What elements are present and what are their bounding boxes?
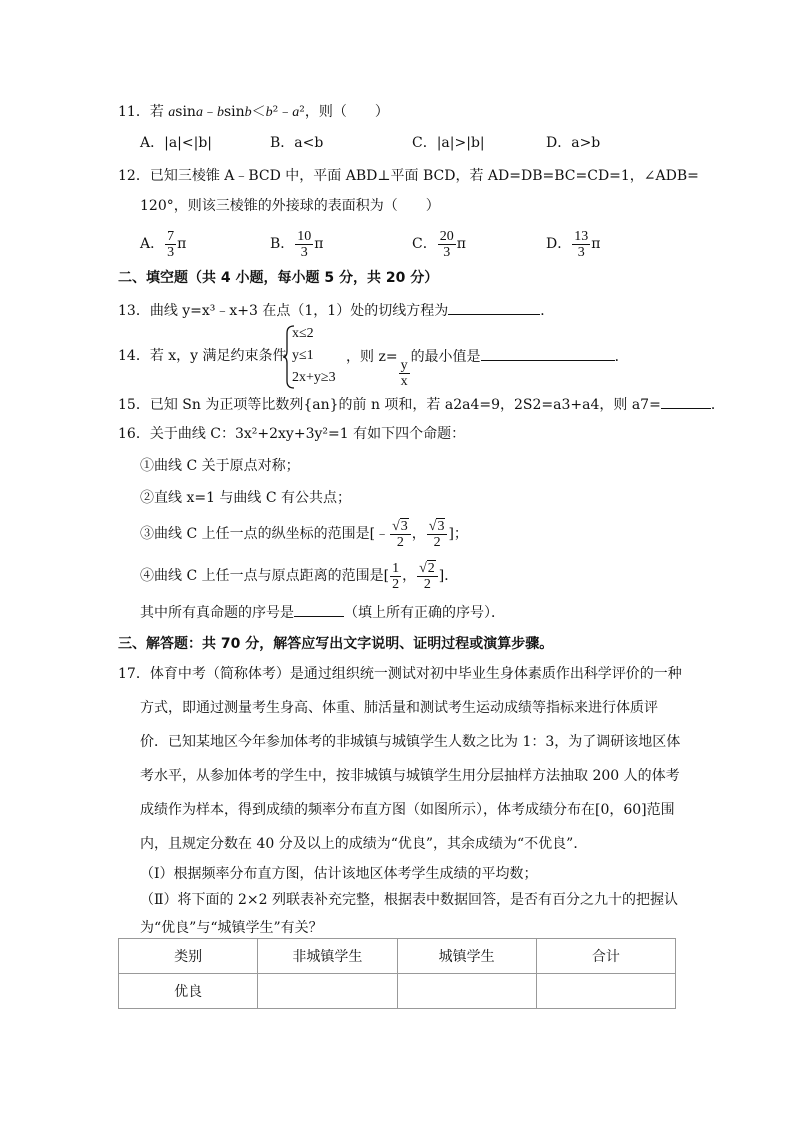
q12-option-d: D． $\frac{13}{3}$ π [546,228,601,260]
fraction: $\frac{7}{3}$ [167,228,175,260]
question-17-line1: 17．体育中考（简称体考）是通过组织统一测试对初中毕业生身体素质作出科学评价的一种 [118,666,682,682]
section-3-heading: 三、解答题：共 70 分，解答应写出文字说明、证明过程或演算步骤。 [118,636,554,652]
question-17-part2b: 为“优良”与“城镇学生”有关？ [140,920,323,936]
fraction: $\frac{√3}{2}$ [390,519,411,550]
q11-option-a: A．|a|<|b| [140,135,213,151]
fraction: $\frac{13}{3}$ [574,228,589,260]
proposition-1: ①曲线 C 关于原点对称； [140,458,300,474]
table-header: 类别 [119,939,258,974]
q11-option-b: B．a<b [270,135,324,151]
fraction: $\frac{20}{3}$ [439,228,454,260]
answer-blank [481,346,615,361]
table-cell: 优良 [119,974,258,1009]
question-14-objective: ，则 z= $\frac{y}{x}$ 的最小值是 ． [346,346,629,389]
answer-blank [448,300,540,315]
fraction: $\frac{y}{x}$ [400,358,408,389]
table-header: 城镇学生 [397,939,536,974]
question-11: 11．若 asina﹣bsinb＜b²﹣a²，则（ ） [118,104,389,120]
table-header: 非城镇学生 [258,939,397,974]
question-16-answer: 其中所有真命题的序号是 （填上所有正确的序号）． [140,602,505,623]
question-17-part2: （Ⅱ）将下面的 2×2 列联表补充完整，根据表中数据回答，是否有百分之九十的把握认 [140,892,678,908]
q11-option-c: C．|a|>|b| [412,135,485,151]
fraction: $\frac{10}{3}$ [297,228,312,260]
question-16-intro: 16．关于曲线 C：3x²+2xy+3y²=1 有如下四个命题： [118,426,466,442]
proposition-3: ③曲线 C 上任一点的纵坐标的范围是[﹣ $\frac{√3}{2}$ ， $\frac{√3}{2}$ ]； [140,518,468,550]
table-row [119,974,676,1009]
question-13: 13．曲线 y=x³﹣x+3 在点（1，1）处的切线方程为 ． [118,300,554,321]
question-12-line2: 120°，则该三棱锥的外接球的表面积为（ ） [140,198,440,214]
table-cell [258,974,397,1009]
question-17-line5: 成绩作为样本，得到成绩的频率分布直方图（如图所示），体考成绩分布在[0，60]范围 [140,802,675,818]
fraction: $\frac{√2}{2}$ [417,561,438,592]
contingency-table [118,938,676,1009]
q12-option-c: C． $\frac{20}{3}$ π [412,228,466,260]
question-15: 15．已知 Sn 为正项等比数列{an}的前 n 项和，若 a2a4=9，2S2=a3+a4，则 a7= ． [118,394,725,415]
q12-options [140,226,700,262]
table-header: 合计 [536,939,675,974]
question-12-line1: 12．已知三棱锥 A﹣BCD 中，平面 ABD⊥平面 BCD，若 AD=DB=BC=CD=1，∠ADB= [118,168,699,184]
question-17-line3: 价．已知某地区今年参加体考的非城镇与城镇学生人数之比为 1：3，为了调研该地区体 [140,734,681,750]
question-17-line4: 考水平，从参加体考的学生中，按非城镇与城镇学生用分层抽样方法抽取 200 人的体考 [140,768,680,784]
question-17-line6: 内，且规定分数在 40 分及以上的成绩为“优良”，其余成绩为“不优良”． [140,836,588,852]
section-2-heading: 二、填空题（共 4 小题，每小题 5 分，共 20 分） [118,270,439,286]
fraction: $\frac{1}{2}$ [392,560,400,592]
answer-blank [661,394,711,409]
question-17-line2: 方式，即通过测量考生身高、体重、肺活量和测试考生运动成绩等指标来进行体质评 [140,700,658,716]
table-cell [397,974,536,1009]
q11-options [140,132,700,154]
question-14-prefix: 14．若 x，y 满足约束条件 [118,348,287,364]
question-17-part1: （Ⅰ）根据频率分布直方图，估计该地区体考学生成绩的平均数； [140,866,538,882]
table-cell [536,974,675,1009]
proposition-2: ②直线 x=1 与曲线 C 有公共点； [140,490,352,506]
answer-blank [294,602,344,617]
constraint-2: y≤1 [292,348,314,363]
table-header-row [119,939,676,974]
fraction: $\frac{√3}{2}$ [427,519,448,550]
constraint-3: 2x+y≥3 [292,370,336,385]
constraint-1: x≤2 [292,326,314,341]
q12-option-a: A． $\frac{7}{3}$ π [140,228,187,260]
q11-option-d: D．a>b [546,135,601,151]
q12-option-b: B． $\frac{10}{3}$ π [270,228,324,260]
proposition-4: ④曲线 C 上任一点与原点距离的范围是[ $\frac{1}{2}$ ， $\frac{√2}{2}$ ]． [140,560,459,592]
